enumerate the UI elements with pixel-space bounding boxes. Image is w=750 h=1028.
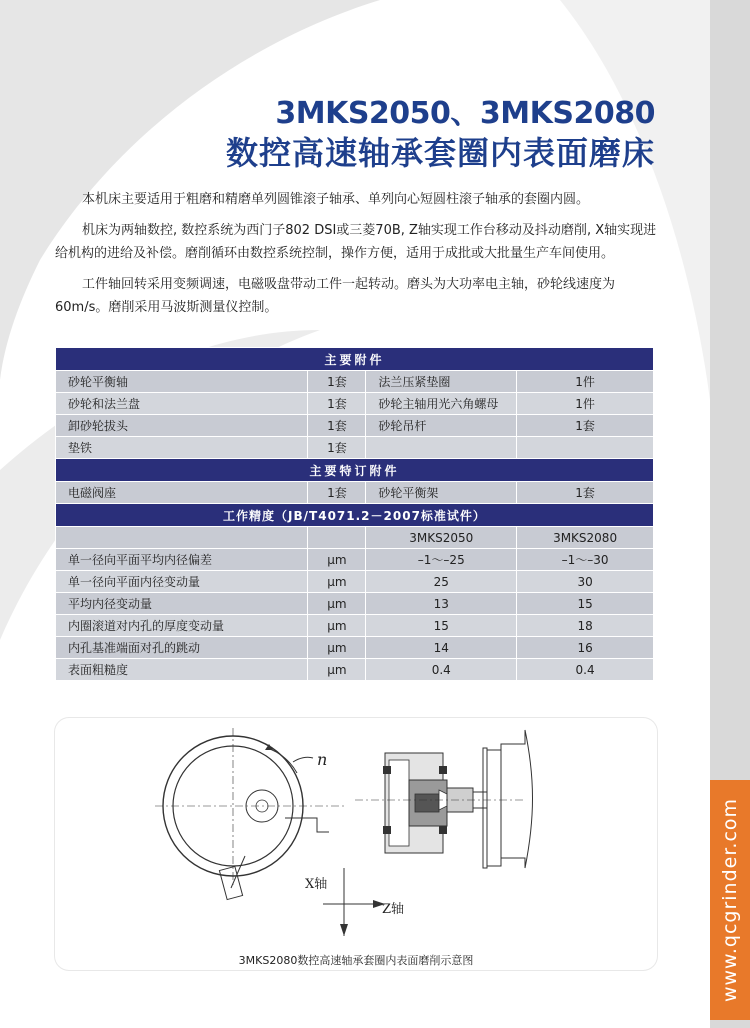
page-title-product: 数控高速轴承套圈内表面磨床: [225, 134, 655, 172]
accessory-qty: 1件: [517, 371, 654, 393]
precision-value: 18: [517, 615, 654, 637]
table-row: [56, 415, 654, 437]
precision-value: 25: [366, 571, 517, 593]
table-row: [56, 615, 654, 637]
website-url[interactable]: www.qcgrinder.com: [719, 797, 741, 1003]
table-row: [56, 659, 654, 681]
model-name: 3MKS2050: [366, 527, 517, 549]
table-row: [56, 371, 654, 393]
accessory-name: [366, 437, 517, 459]
accessory-name: 电磁阀座: [56, 482, 308, 504]
precision-value: 15: [366, 615, 517, 637]
accessory-name: 砂轮平衡架: [366, 482, 517, 504]
accessory-name: 砂轮吊杆: [366, 415, 517, 437]
diagram-caption: 3MKS2080数控高速轴承套圈内表面磨削示意图: [238, 954, 474, 967]
precision-value: 16: [517, 637, 654, 659]
precision-value: 0.4: [517, 659, 654, 681]
precision-unit: μm: [308, 615, 366, 637]
table-row: [56, 571, 654, 593]
precision-unit: μm: [308, 637, 366, 659]
accessory-name: 法兰压紧垫圈: [366, 371, 517, 393]
table-row: [56, 593, 654, 615]
accessory-qty: 1件: [517, 393, 654, 415]
accessory-qty: 1套: [308, 393, 366, 415]
precision-unit: μm: [308, 571, 366, 593]
special-title: 主要特订附件: [56, 459, 654, 482]
accessory-name: 卸砂轮拔头: [56, 415, 308, 437]
accessories-title: 主要附件: [56, 348, 654, 371]
table-row: [56, 549, 654, 571]
z-axis-label: Z轴: [382, 902, 405, 917]
precision-item: 单一径向平面内径变动量: [56, 571, 308, 593]
precision-value: –1～–25: [366, 549, 517, 571]
precision-value: 15: [517, 593, 654, 615]
table-row: [56, 437, 654, 459]
precision-item: 内孔基准端面对孔的跳动: [56, 637, 308, 659]
x-axis-label: X轴: [305, 877, 328, 892]
precision-unit: μm: [308, 549, 366, 571]
accessory-qty: 1套: [517, 482, 654, 504]
grinding-diagram: [55, 718, 657, 970]
accessories-header-row: [56, 348, 654, 371]
precision-header-row: [56, 504, 654, 527]
precision-value: 14: [366, 637, 517, 659]
intro-paragraph: 本机床主要适用于粗磨和精磨单列圆锥滚子轴承、单列向心短圆柱滚子轴承的套圈内圆。: [82, 192, 590, 207]
page-title-models: 3MKS2050、3MKS2080: [275, 96, 655, 131]
intro-text: [55, 188, 665, 319]
precision-value: 13: [366, 593, 517, 615]
precision-value: –1～–30: [517, 549, 654, 571]
intro-paragraph: 工件轴回转采用变频调速，电磁吸盘带动工件一起转动。磨头为大功率电主轴，砂轮线速度为60m/s。磨削采用马波斯测量仪控制。: [55, 277, 616, 315]
precision-item: 单一径向平面平均内径偏差: [56, 549, 308, 571]
accessory-qty: 1套: [517, 415, 654, 437]
table-row: [56, 482, 654, 504]
precision-model-row: [56, 527, 654, 549]
precision-unit: μm: [308, 659, 366, 681]
side-url-banner: [710, 780, 750, 1020]
rotation-label: n: [317, 750, 328, 769]
accessory-name: 砂轮和法兰盘: [56, 393, 308, 415]
empty-cell: [56, 527, 308, 549]
table-row: [56, 393, 654, 415]
accessory-name: 砂轮平衡轴: [56, 371, 308, 393]
accessory-name: 砂轮主轴用光六角螺母: [366, 393, 517, 415]
precision-item: 平均内径变动量: [56, 593, 308, 615]
spec-table: [55, 347, 654, 681]
accessory-qty: 1套: [308, 371, 366, 393]
accessory-qty: 1套: [308, 482, 366, 504]
grinding-schematic: [55, 718, 657, 948]
accessory-qty: [517, 437, 654, 459]
accessory-qty: 1套: [308, 415, 366, 437]
precision-item: 内圈滚道对内孔的厚度变动量: [56, 615, 308, 637]
precision-unit: μm: [308, 593, 366, 615]
intro-paragraph: 机床为两轴数控, 数控系统为西门子802 DSI或三菱70B, Z轴实现工作台移动及抖动磨削, X轴实现进给机构的进给及补偿。磨削循环由数控系统控制，操作方便，适用于成批或大批量生产车间使用。: [55, 223, 657, 261]
precision-title: 工作精度（JB/T4071.2－2007标准试件）: [56, 504, 654, 527]
model-name: 3MKS2080: [517, 527, 654, 549]
accessory-name: 垫铁: [56, 437, 308, 459]
table-row: [56, 637, 654, 659]
special-header-row: [56, 459, 654, 482]
precision-item: 表面粗糙度: [56, 659, 308, 681]
precision-value: 0.4: [366, 659, 517, 681]
empty-cell: [308, 527, 366, 549]
precision-value: 30: [517, 571, 654, 593]
accessory-qty: 1套: [308, 437, 366, 459]
